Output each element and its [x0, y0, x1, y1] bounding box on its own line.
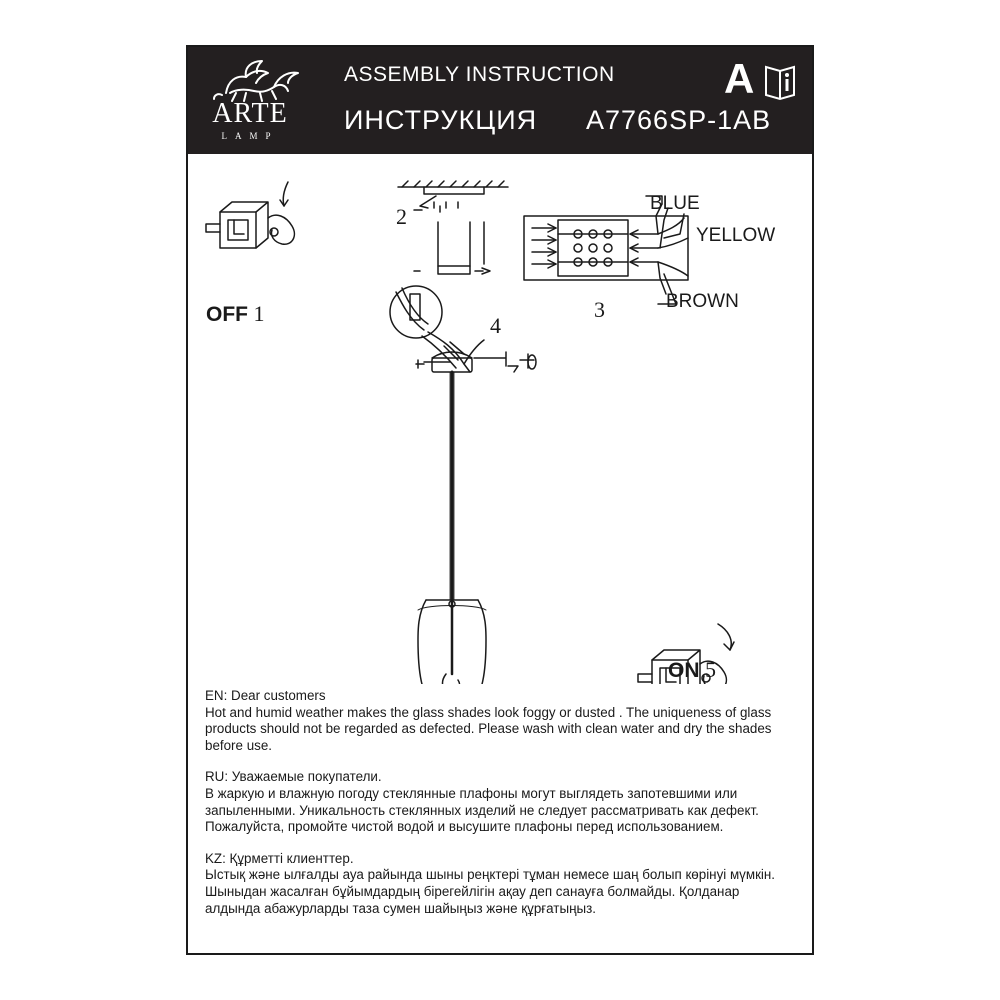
off-word: OFF — [206, 303, 248, 326]
step-4-number: 4 — [490, 313, 501, 338]
wire-blue-label: BLUE — [650, 193, 700, 214]
notice-ru-heading: RU: Уважаемые покупатели. — [205, 769, 382, 785]
notice-en-line: Hot and humid weather makes the glass shades look foggy or dusted . The uniqueness of glass — [205, 704, 772, 720]
canopy-icon — [416, 352, 536, 372]
brand-submark: LAMP — [221, 131, 279, 141]
switch-off-icon — [206, 182, 294, 248]
header-bar — [188, 47, 812, 154]
brand-wordmark: ARTE — [212, 98, 288, 129]
notice-ru — [205, 769, 805, 835]
notice-ru-line: Пожалуйста, промойте чистой водой и высушите плафоны перед использованием. — [205, 819, 724, 835]
letter-mark: A — [724, 55, 755, 102]
notice-en-heading: EN: Dear customers — [205, 688, 326, 703]
step-1-number: 1 — [253, 301, 265, 326]
model-number: A7766SP-1AB — [586, 105, 772, 135]
step-2-number: 2 — [396, 204, 407, 229]
step-1-label — [206, 301, 265, 327]
notice-en-line: before use. — [205, 737, 272, 753]
wire-yellow-label: YELLOW — [696, 225, 776, 246]
step-5-number: 5 — [705, 657, 716, 682]
title-english: ASSEMBLY INSTRUCTION — [344, 63, 615, 86]
notice-ru-line: запыленными. Уникальность стеклянных изделий не следует рассматривать как дефект. — [205, 802, 759, 818]
step-3-number: 3 — [594, 297, 605, 322]
notice-kz-line: Ыстық және ылғалды ауа райында шыны реңктері тұман немесе шаң болып көрінуі мүмкін. — [205, 867, 776, 883]
notice-kz-line: Шыныдан жасалған бұйымдардың бірегейлігін ақау деп санауға болмайды. Қолданар — [205, 883, 740, 899]
notice-kz-line: алдында абажурларды таза сумен шайыңыз және құрғатыңыз. — [205, 900, 596, 916]
title-russian: ИНСТРУКЦИЯ — [344, 105, 538, 135]
instruction-sheet — [186, 45, 814, 955]
wiring-detail-icon — [390, 286, 484, 372]
customer-notices — [205, 688, 805, 932]
notice-ru-line: В жаркую и влажную погоду стеклянные плафоны могут выглядеть запотевшими или — [205, 785, 738, 801]
notice-en-line: products should not be regarded as defected. Please wash with clean water and dry the shades — [205, 721, 772, 737]
step-5-label — [668, 657, 716, 683]
notice-en — [205, 688, 805, 754]
notice-kz — [205, 851, 805, 917]
on-word: ON — [668, 659, 700, 682]
info-book-icon — [762, 61, 798, 101]
wire-brown-label: BROWN — [666, 291, 739, 312]
ceiling-mount-icon — [398, 181, 508, 274]
notice-kz-heading: KZ: Құрметті клиенттер. — [205, 850, 354, 866]
glass-shade-icon — [418, 600, 486, 684]
